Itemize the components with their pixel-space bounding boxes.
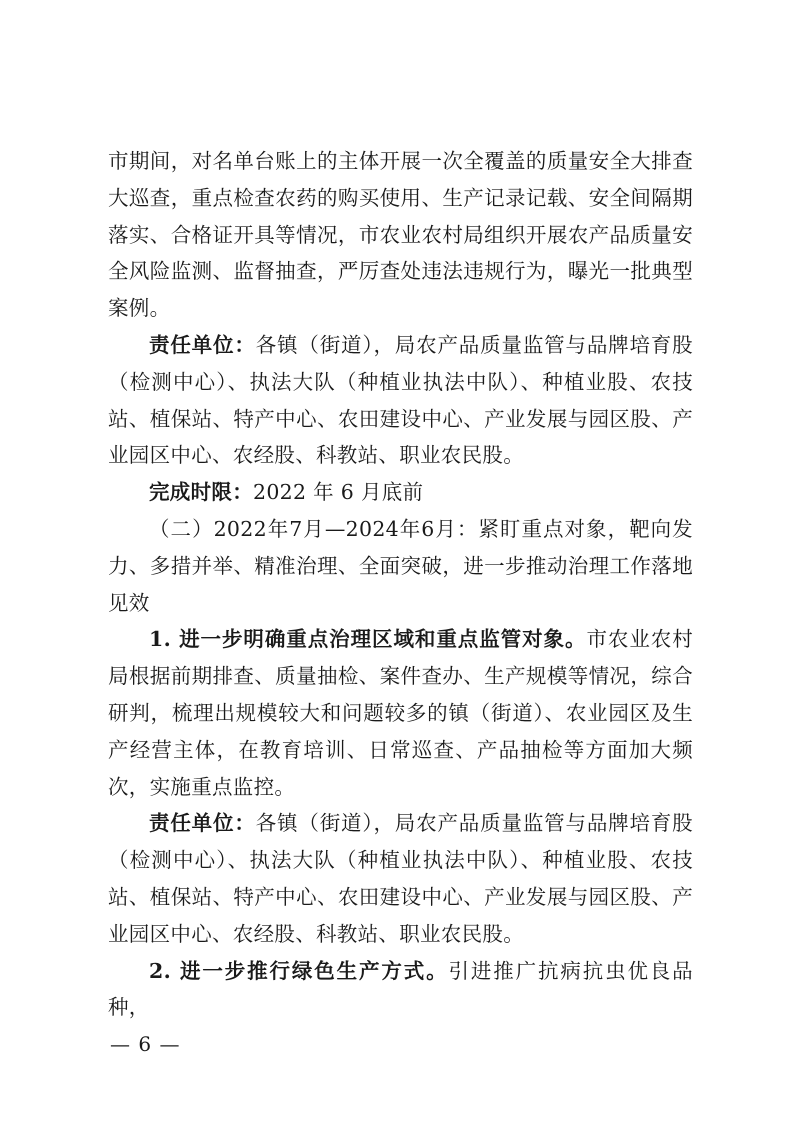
responsible-units-label: 责任单位：	[149, 332, 256, 357]
deadline-label: 完成时限：	[149, 480, 253, 505]
document-body	[108, 143, 693, 1026]
item-1-heading: 1. 进一步明确重点治理区域和重点监管对象。	[149, 627, 587, 652]
item-2-heading: 2. 进一步推行绿色生产方式。	[149, 958, 449, 983]
paragraph-responsible-units-2	[108, 805, 693, 952]
section-heading-text: （二）2022年7月—2024年6月：紧盯重点对象，靶向发力、多措并举、精准治理、全面突破，进一步推动治理工作落地见效	[108, 516, 693, 615]
paragraph-text: 2022 年 6 月底前	[253, 480, 424, 505]
paragraph-deadline	[108, 474, 693, 511]
paragraph-item-2	[108, 953, 693, 1027]
paragraph-continuation	[108, 143, 693, 327]
paragraph-text: 各镇（街道），局农产品质量监管与品牌培育股（检测中心）、执法大队（种植业执法中队）、种植业股、农技站、植保站、特产中心、农田建设中心、产业发展与园区股、产业园区中心、农经股、科教站、职业农民股。	[108, 811, 693, 946]
paragraph-text: 市期间，对名单台账上的主体开展一次全覆盖的质量安全大排查大巡查，重点检查农药的购买使用、生产记录记载、安全间隔期落实、合格证开具等情况，市农业农村局组织开展农产品质量安全风险监测、监督抽查，严厉查处违法违规行为，曝光一批典型案例。	[108, 149, 693, 321]
section-heading-2	[108, 511, 693, 621]
paragraph-responsible-units-1	[108, 327, 693, 474]
paragraph-text: 引进推广抗病抗虫优良品种，	[108, 958, 693, 1020]
paragraph-item-1	[108, 621, 693, 805]
paragraph-text: 市农业农村局根据前期排查、质量抽检、案件查办、生产规模等情况，综合研判，梳理出规模较大和问题较多的镇（街道）、农业园区及生产经营主体，在教育培训、日常巡查、产品抽检等方面加大频次，实施重点监控。	[108, 627, 693, 799]
paragraph-text: 各镇（街道），局农产品质量监管与品牌培育股（检测中心）、执法大队（种植业执法中队）、种植业股、农技站、植保站、特产中心、农田建设中心、产业发展与园区股、产业园区中心、农经股、科教站、职业农民股。	[108, 332, 693, 468]
responsible-units-label: 责任单位：	[149, 811, 256, 836]
page-number: — 6 —	[110, 1032, 181, 1056]
